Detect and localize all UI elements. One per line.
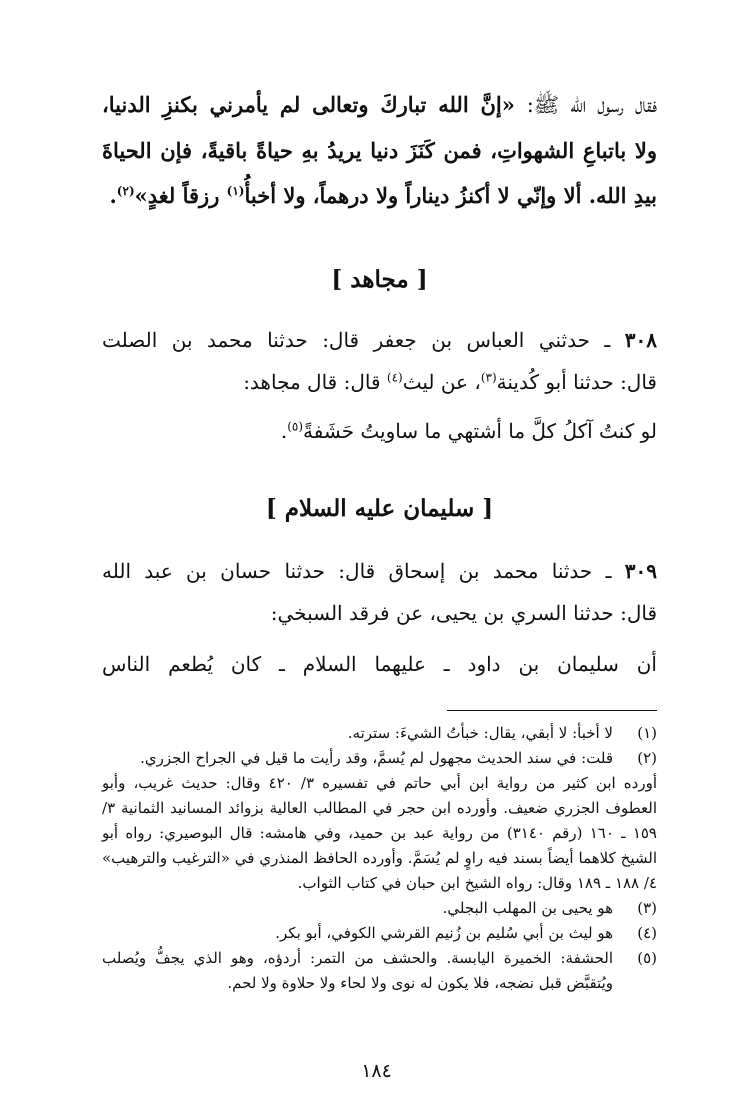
footnote-indent bbox=[613, 771, 657, 896]
footnote-ref-5[interactable]: (٥) bbox=[287, 419, 304, 434]
narration-308 bbox=[102, 319, 657, 451]
footnote-mark: (٤) bbox=[637, 924, 657, 942]
narration-309 bbox=[102, 550, 657, 684]
footnote-4 bbox=[102, 921, 657, 946]
footnote-separator bbox=[447, 710, 657, 711]
intro-lead: فقال رسول الله ﷺ: bbox=[526, 93, 658, 117]
footnote-ref-1[interactable]: (١) bbox=[226, 184, 245, 198]
narration-number: ٣٠٨ bbox=[624, 328, 657, 352]
footnote-mark: (٢) bbox=[637, 749, 657, 767]
isnad-text: قال: حدثنا أبو كُدينة bbox=[496, 370, 657, 394]
section-heading-sulayman: [ سليمان عليه السلام ] bbox=[265, 495, 494, 522]
intro-text-3c: . bbox=[109, 183, 117, 208]
footnote-2 bbox=[102, 746, 657, 771]
section-heading-mujahid: [ مجاهد ] bbox=[331, 266, 428, 293]
isnad-text: قال: قال مجاهد: bbox=[243, 370, 387, 394]
footnotes bbox=[102, 721, 657, 996]
isnad-text: ـ حدثني العباس بن جعفر قال: حدثنا محمد بن الصلت bbox=[102, 328, 625, 352]
footnote-5 bbox=[102, 946, 657, 996]
footnote-mark: (١) bbox=[637, 724, 657, 742]
isnad-text: ، عن ليث bbox=[402, 370, 481, 394]
narration-308-quote bbox=[102, 411, 657, 451]
narration-309-line-1 bbox=[102, 550, 657, 592]
hadith-intro bbox=[102, 82, 657, 218]
quote-text: لو كنتُ آكلُ كلَّ ما أشتهي ما ساويتُ حَشَفةً bbox=[303, 419, 657, 443]
footnote-text: قلت: في سند الحديث مجهول لم يُسمَّ، وقد رأيت ما قيل في الجراح الجزري. bbox=[140, 749, 613, 767]
narration-309-quote: أن سليمان بن داود ـ عليهما السلام ـ كان يُطعم الناس bbox=[102, 652, 657, 676]
page-number: ١٨٤ bbox=[361, 1060, 392, 1082]
footnote-1 bbox=[102, 721, 657, 746]
footnote-text: هو ليث بن أبي سُليم بن زُنيم القرشي الكوفي، أبو بكر. bbox=[275, 924, 613, 942]
narration-308-line-2 bbox=[102, 361, 657, 403]
footnote-3 bbox=[102, 896, 657, 921]
intro-line-2: ولا باتباعِ الشهواتِ، فمن كَنَزَ دنيا يريدُ بهِ حياةً باقيةً، فإن الحياةَ bbox=[102, 138, 657, 163]
footnote-2-continued bbox=[102, 771, 657, 896]
footnote-text: أورده ابن كثير من رواية ابن أبي حاتم في تفسيره ٣/ ٤٢٠ وقال: حديث غريب، وأبو العطوف الجزري ضعيف. وأورده ابن حجر في المطالب العالية بزوائد المسانيد الثمانية ٣/ ١٥٩ ـ ١٦٠ (رقم ٣١٤٠) من رواية عبد بن حميد، وفي هامشه: قال البوصيري: رواه أبو الشيخ كلاهما أيضاً بسند فيه راوٍ لم يُسَمَّ. وأورده الحافظ المنذري في «الترغيب والترهيب» ٤/ ١٨٨ ـ ١٨٩ وقال: رواه الشيخ ابن حبان في كتاب الثواب. bbox=[102, 774, 657, 892]
footnote-text: لا أخبأ: لا أبقي، يقال: خبأتُ الشيءَ: سترته. bbox=[347, 724, 613, 742]
footnote-text: هو يحيى بن المهلب البجلي. bbox=[442, 899, 613, 917]
intro-text-3: بيدِ الله. ألا وإنّي لا أكنزُ ديناراً ولا درهماً، ولا أخبأُ bbox=[244, 183, 657, 208]
quote-end: . bbox=[280, 419, 288, 443]
footnote-text: الحشفة: الخميرة اليابسة. والحشف من التمر: أردؤه، وهو الذي يجفُّ ويُصلب ويُتقبَّض قبل نضجه، فلا يكون له نوى ولا لحاء ولا حلاوة ولا لحم. bbox=[102, 949, 613, 992]
footnote-ref-3[interactable]: (٣) bbox=[480, 370, 497, 385]
footnote-mark: (٥) bbox=[637, 949, 657, 967]
footnote-mark: (٣) bbox=[637, 899, 657, 917]
footnote-ref-2[interactable]: (٢) bbox=[116, 184, 135, 198]
intro-text-3b: رزقاً لغدٍ» bbox=[134, 183, 227, 208]
narration-309-line-2: قال: حدثنا السري بن يحيى، عن فرقد السبخي: bbox=[270, 601, 657, 625]
narration-number: ٣٠٩ bbox=[624, 559, 657, 583]
isnad-text: ـ حدثنا محمد بن إسحاق قال: حدثنا حسان بن عبد الله bbox=[102, 559, 625, 583]
footnote-ref-4[interactable]: (٤) bbox=[386, 370, 403, 385]
intro-line-3 bbox=[102, 173, 657, 218]
intro-line-1 bbox=[102, 82, 657, 128]
intro-text-1: «إنَّ الله تباركَ وتعالى لم يأمرني بكنزِ الدنيا، bbox=[102, 92, 515, 117]
narration-308-line-1 bbox=[102, 319, 657, 361]
